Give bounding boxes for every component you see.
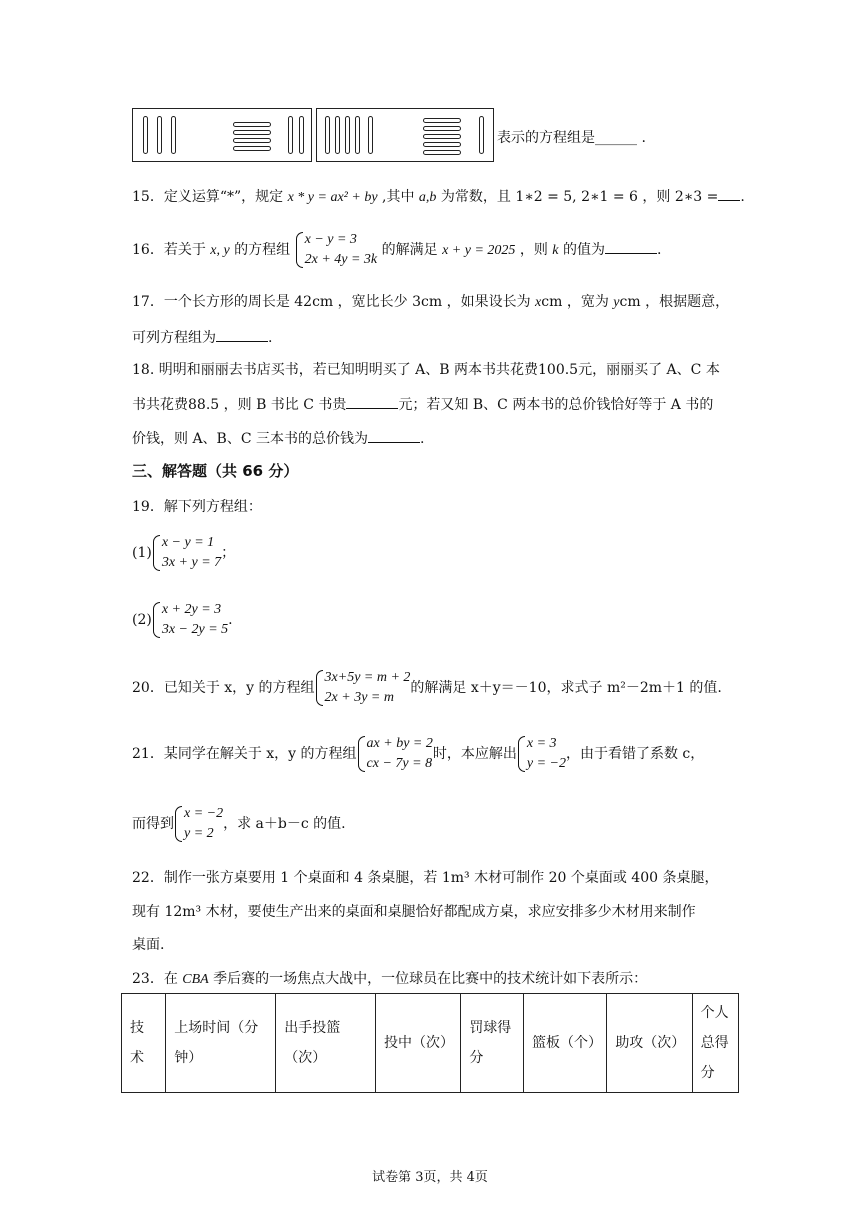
q21-line-1: 21．某同学在解关于 x，y 的方程组 ax + by = 2 cx − 7y = 8 时，本应解出 x = 3 y = −2 ，由于看错了系数 c，: [132, 734, 704, 774]
rod-horizontal: [423, 118, 461, 123]
q19-title: 19．解下列方程组：: [132, 499, 262, 515]
table-header-cell: 助攻（次）: [607, 994, 692, 1093]
table-header-cell: 上场时间（分钟）: [166, 994, 276, 1093]
page-footer: 试卷第 3页，共 4页: [372, 1170, 488, 1185]
q17-line-2: 可列方程组为 .: [132, 327, 272, 348]
equation-system: 3x+5y = m + 2 2x + 3y = m: [315, 668, 411, 708]
stats-table: [121, 993, 739, 1093]
answer-blank[interactable]: [718, 186, 740, 201]
table-header-cell: 技术: [122, 994, 166, 1093]
table-header-cell: 篮板（个）: [524, 994, 607, 1093]
rod-vertical: [325, 116, 330, 154]
table-header-cell: 出手投篮（次）: [276, 994, 376, 1093]
answer-blank[interactable]: [368, 428, 420, 443]
q17-line-1: 17．一个长方形的周长是 42cm ，宽比长少 3cm ，如果设长为 xcm ，宽为 ycm ，根据题意，: [132, 294, 730, 310]
table-header-cell: 个人总得分: [692, 994, 738, 1093]
rod-vertical: [479, 116, 484, 154]
counting-rod-box-1: [132, 108, 312, 162]
section-heading: 三、解答题（共 66 分）: [132, 462, 299, 480]
rod-horizontal: [423, 150, 461, 155]
rod-horizontal: [423, 126, 461, 131]
rod-vertical: [355, 116, 360, 154]
table-header-cell: 投中（次）: [375, 994, 460, 1093]
table-header-cell: 罚球得分: [461, 994, 524, 1093]
solution-system: x = 3 y = −2: [517, 734, 566, 774]
rod-horizontal: [423, 142, 461, 147]
q14-text: 表示的方程组是______ .: [497, 130, 646, 146]
rod-vertical: [345, 116, 350, 154]
rod-vertical: [299, 116, 304, 154]
q15-given: 1∗2 = 5, 2∗1 = 6: [515, 189, 638, 205]
rod-horizontal: [233, 130, 271, 135]
q18-line-1: 18. 明明和丽丽去书店买书，若已知明明买了 A、B 两本书共花费100.5元，丽丽买了 A、C 本: [132, 362, 720, 378]
rod-vertical: [288, 116, 293, 154]
equation-system: x − y = 3 2x + 4y = 3k: [295, 230, 378, 270]
q20: 20．已知关于 x，y 的方程组 3x+5y = m + 2 2x + 3y = m 的解满足 x＋y＝－10，求式子 m²－2m＋1 的值.: [132, 668, 722, 708]
counting-rod-box-2: [316, 108, 494, 162]
rod-vertical: [368, 116, 373, 154]
rod-horizontal: [233, 138, 271, 143]
q21-line-2: 而得到 x = −2 y = 2 ，求 a＋b－c 的值.: [132, 804, 346, 844]
q15: 15．定义运算“*”，规定 x * y = ax² + by ,其中 a,b 为常数，且 1∗2 = 5, 2∗1 = 6 ，则 2∗3 = .: [132, 186, 745, 208]
q19-part-2: (2) x + 2y = 3 3x − 2y = 5 .: [132, 600, 233, 640]
rod-vertical: [171, 116, 176, 154]
q15-formula: x * y = ax² + by: [287, 190, 378, 205]
q18-line-3: 价钱，则 A、B、C 三本书的总价钱为 .: [132, 428, 424, 449]
q18-line-2: 书共花费88.5 ，则 B 书比 C 书贵 元；若又知 B、C 两本书的总价钱恰好等于 A 书的: [132, 394, 713, 415]
equation-system: x − y = 1 3x + y = 7: [152, 533, 221, 573]
rod-horizontal: [233, 122, 271, 127]
rod-vertical: [143, 116, 148, 154]
solution-system: x = −2 y = 2: [174, 804, 223, 844]
q22-line-1: 22．制作一张方桌要用 1 个桌面和 4 条桌腿，若 1m³ 木材可制作 20 个桌面或 400 条桌腿，: [132, 870, 719, 886]
answer-blank[interactable]: [346, 394, 398, 409]
rod-vertical: [157, 116, 162, 154]
rod-horizontal: [423, 134, 461, 139]
rod-horizontal: [233, 146, 271, 151]
answer-blank[interactable]: [605, 239, 657, 254]
equation-system: x + 2y = 3 3x − 2y = 5: [152, 600, 228, 640]
answer-blank[interactable]: [216, 327, 268, 342]
q22-line-2: 现有 12m³ 木材，要使生产出来的桌面和桌腿恰好都配成方桌，求应安排多少木材用来制作: [132, 904, 696, 920]
q23: 23．在 CBA 季后赛的一场焦点大战中，一位球员在比赛中的技术统计如下表所示：: [132, 971, 648, 987]
rod-vertical: [335, 116, 340, 154]
equation-system: ax + by = 2 cx − 7y = 8: [357, 734, 433, 774]
q22-line-3: 桌面.: [132, 937, 165, 953]
q16: 16．若关于 x, y 的方程组 x − y = 3 2x + 4y = 3k 的解满足 x + y = 2025 ，则 k 的值为 .: [132, 230, 661, 270]
table-header-row: [122, 994, 739, 1093]
q19-part-1: (1) x − y = 1 3x + y = 7 ；: [132, 533, 235, 573]
